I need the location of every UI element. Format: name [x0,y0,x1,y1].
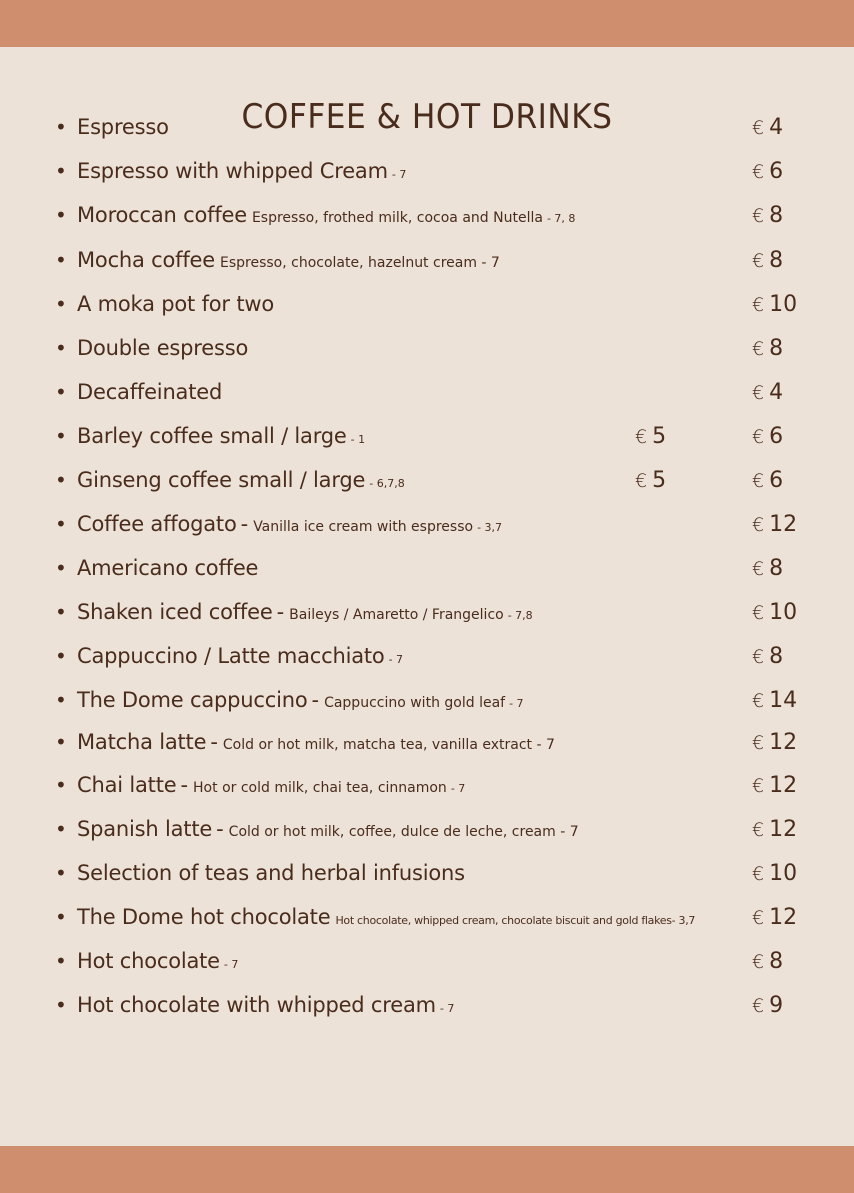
item-description: Hot or cold milk, chai tea, cinnamon [193,780,447,796]
item-separator: - [216,817,224,841]
menu-item [55,336,815,366]
item-allergens: - 6,7,8 [369,477,405,490]
item-price: € 9 [752,993,784,1018]
item-price-small: € 5 [635,468,667,493]
item-price: € 8 [752,949,784,974]
page-title: COFFEE & HOT DRINKS [241,96,613,137]
item-allergens: - 7 [223,958,239,971]
menu-item [55,905,815,935]
item-price: € 12 [752,817,798,842]
euro-icon: € [752,558,765,580]
item-name: Double espresso [77,336,249,360]
item-description: Vanilla ice cream with espresso [253,519,474,535]
bullet-icon: • [55,115,67,139]
item-price: € 10 [752,600,798,625]
item-description: Baileys / Amaretto / Frangelico [289,607,504,623]
euro-icon: € [752,863,765,885]
bullet-icon: • [55,644,67,668]
euro-icon: € [752,819,765,841]
item-price: € 10 [752,292,798,317]
item-name: Chai latte [77,773,177,797]
euro-icon: € [752,690,765,712]
item-name: Coffee affogato [77,512,237,536]
menu-item [55,688,815,718]
bullet-icon: • [55,336,67,360]
euro-icon: € [752,470,765,492]
bullet-icon: • [55,248,67,272]
item-name: Ginseng coffee small / large [77,468,366,492]
item-price: € 12 [752,512,798,537]
menu-item [55,203,815,233]
item-name: Decaffeinated [77,380,223,404]
item-price: € 12 [752,773,798,798]
item-allergens: - 7 [388,653,404,666]
bullet-icon: • [55,556,67,580]
item-price: € 8 [752,644,784,669]
menu-item [55,773,815,803]
item-price: € 10 [752,861,798,886]
menu-item [55,512,815,542]
bullet-icon: • [55,424,67,448]
item-description: Cold or hot milk, matcha tea, vanilla extract - 7 [222,737,555,753]
item-separator: - [180,773,189,797]
item-allergens: - 7,8 [507,609,533,622]
bullet-icon: • [55,159,67,183]
item-price: € 8 [752,248,784,273]
item-name: Shaken iced coffee [77,600,273,624]
bullet-icon: • [55,905,67,929]
item-price: € 6 [752,424,784,449]
item-description: Cappuccino with gold leaf [324,695,506,711]
menu-item [55,861,815,891]
euro-icon: € [752,775,765,797]
item-price: € 8 [752,203,784,228]
euro-icon: € [752,294,765,316]
euro-icon: € [752,514,765,536]
bullet-icon: • [55,993,67,1017]
bullet-icon: • [55,468,67,492]
item-description: Hot chocolate, whipped cream, chocolate biscuit and gold flakes- 3,7 [335,914,696,927]
euro-icon: € [752,732,765,754]
euro-icon: € [752,382,765,404]
menu-item [55,159,815,189]
menu-item [55,644,815,674]
item-name: Mocha coffee [77,248,215,272]
euro-icon: € [752,602,765,624]
item-price: € 8 [752,336,784,361]
item-price: € 4 [752,380,784,405]
bullet-icon: • [55,380,67,404]
euro-icon: € [635,470,648,492]
item-description: Cold or hot milk, coffee, dulce de leche, cream - 7 [228,824,579,840]
item-price: € 12 [752,730,798,755]
item-name: Barley coffee small / large [77,424,347,448]
item-name: Hot chocolate with whipped cream [77,993,436,1017]
item-name: Americano coffee [77,556,259,580]
bottom-banner [0,1146,854,1193]
menu-item [55,556,815,586]
bullet-icon: • [55,203,67,227]
item-separator: - [210,730,218,754]
euro-icon: € [752,907,765,929]
item-name: Hot chocolate [77,949,220,973]
menu-item [55,817,815,847]
euro-icon: € [752,426,765,448]
item-price: € 6 [752,468,784,493]
item-name: Matcha latte [77,730,207,754]
item-name: Selection of teas and herbal infusions [77,861,465,885]
item-name: The Dome hot chocolate [77,905,331,929]
item-allergens: - 7 [439,1002,455,1015]
menu-item [55,468,815,498]
menu-item [55,993,815,1023]
bullet-icon: • [55,817,67,841]
item-name: Espresso with whipped Cream [77,159,388,183]
bullet-icon: • [55,600,67,624]
menu-item [55,248,815,278]
item-allergens: - 7 [509,697,524,710]
item-allergens: - 3,7 [477,521,503,534]
bullet-icon: • [55,730,67,754]
top-banner [0,0,854,47]
item-price-small: € 5 [635,424,667,449]
euro-icon: € [752,250,765,272]
euro-icon: € [635,426,648,448]
item-name: Espresso [77,115,169,139]
item-price: € 12 [752,905,798,930]
item-separator: - [276,600,285,624]
menu-item [55,730,815,760]
item-allergens: - 7, 8 [546,212,576,225]
item-price: € 4 [752,115,784,140]
euro-icon: € [752,646,765,668]
bullet-icon: • [55,512,67,536]
euro-icon: € [752,951,765,973]
euro-icon: € [752,161,765,183]
item-separator: - [240,512,249,536]
menu-item [55,600,815,630]
item-name: Cappuccino / Latte macchiato [77,644,385,668]
euro-icon: € [752,338,765,360]
item-name: Moroccan coffee [77,203,247,227]
item-allergens: - 7 [450,782,466,795]
bullet-icon: • [55,292,67,316]
menu-item [55,380,815,410]
item-name: The Dome cappuccino [77,688,308,712]
euro-icon: € [752,205,765,227]
item-description: Espresso, frothed milk, cocoa and Nutella [251,210,543,226]
menu-item [55,292,815,322]
item-description: Espresso, chocolate, hazelnut cream - 7 [220,255,500,271]
euro-icon: € [752,117,765,139]
item-price: € 8 [752,556,784,581]
menu-item [55,949,815,979]
bullet-icon: • [55,773,67,797]
item-name: Spanish latte [77,817,213,841]
item-allergens: - 1 [350,433,366,446]
bullet-icon: • [55,861,67,885]
item-price: € 14 [752,688,798,713]
bullet-icon: • [55,949,67,973]
menu-item [55,115,815,145]
euro-icon: € [752,995,765,1017]
item-separator: - [311,688,320,712]
item-price: € 6 [752,159,784,184]
item-name: A moka pot for two [77,292,274,316]
bullet-icon: • [55,688,67,712]
item-allergens: - 7 [391,168,407,181]
menu-item [55,424,815,454]
